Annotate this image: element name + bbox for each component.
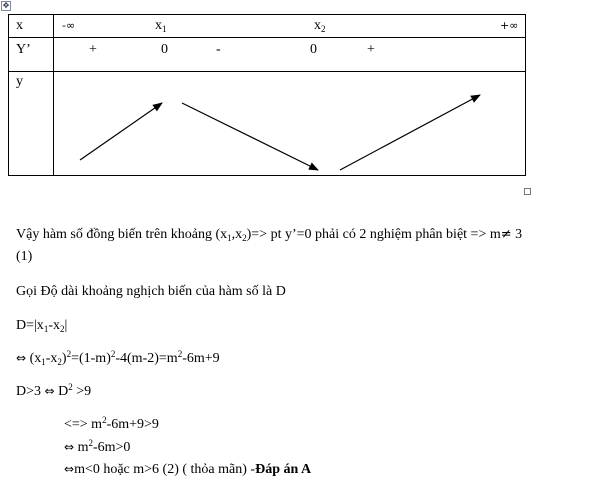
neg-infinity: -∞ (62, 19, 76, 32)
sign-minus: - (216, 42, 221, 57)
table-resize-handle-icon[interactable] (524, 188, 531, 195)
sign-plus-2: + (367, 42, 375, 57)
text-line-1: Vậy hàm số đồng biến trên khoảng $(x_1,x_2)=>$ pt y’=0 phải có 2 nghiệm phân biệt => m≠ 3 (16, 227, 523, 243)
zero-1: 0 (161, 42, 168, 57)
text-line-9: ⇔m<0 hoặc m>6 (2) ( thỏa mãn) -Đáp án A (64, 462, 312, 477)
arrow-increasing-2 (340, 95, 480, 170)
pos-infinity: +∞ (500, 19, 519, 32)
text-line-7: <=> $m^2-6m+9>9$ (64, 415, 159, 432)
sign-plus-1: + (89, 42, 97, 57)
table-move-handle-icon[interactable]: ✥ (2, 1, 10, 10)
arrow-decreasing (182, 103, 318, 170)
zero-2: 0 (310, 42, 317, 57)
arrow-increasing-1 (80, 103, 162, 160)
text-line-5: ⇔ $(x_1-x_2)^2=(1-m)^2-4(m-2)=m^2-6m+9$ (16, 349, 220, 367)
x1-label: $x_1$ (155, 18, 167, 34)
x2-label: $x_2$ (314, 18, 326, 34)
answer-label: Đáp án A (255, 462, 312, 477)
yprime-label: Y’ (16, 42, 31, 57)
text-line-3: Gọi Độ dài khoảng nghịch biến của hàm số là D (16, 284, 286, 299)
text-line-4: $D=|x_1-x_2|$ (16, 318, 68, 334)
x-label: x (16, 18, 23, 33)
text-line-6: D>3 ⇔ $D^2 >9$ (16, 382, 92, 399)
text-line-2: (1) (16, 249, 33, 264)
y-label: y (16, 74, 23, 89)
text-line-8: ⇔ $m^2-6m>0$ (64, 438, 131, 455)
